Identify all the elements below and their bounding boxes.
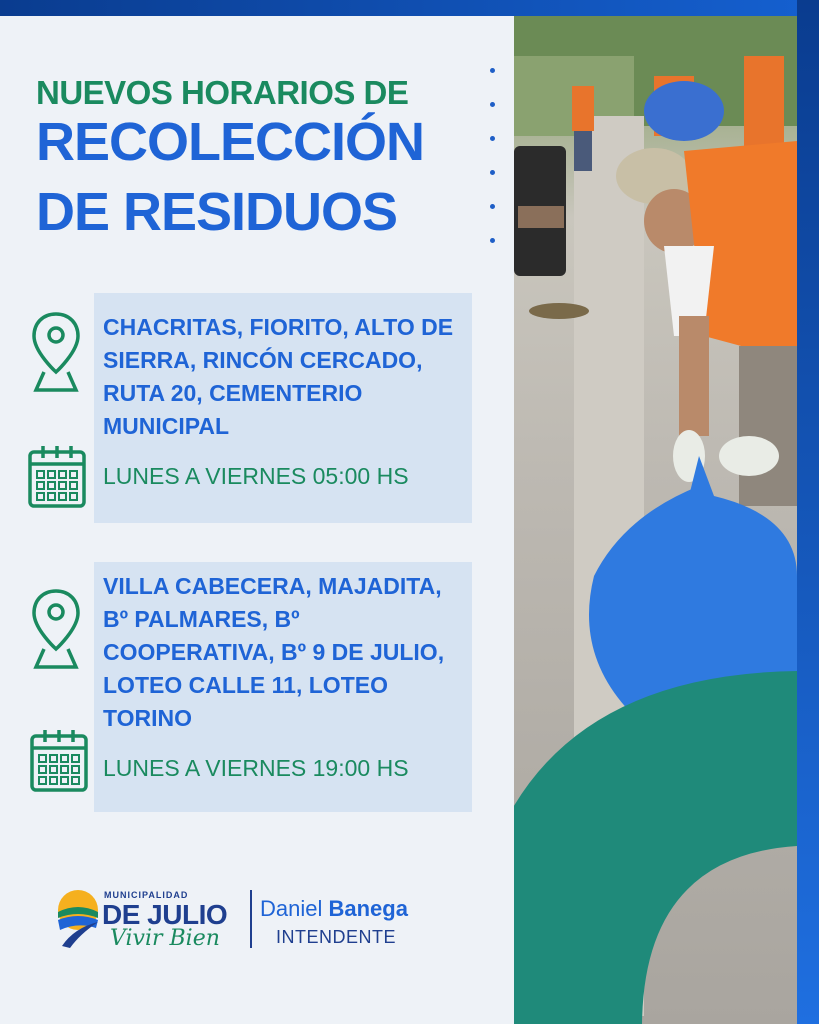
workers-photo: [514, 16, 797, 1024]
logo-main-text: DE JULIO: [102, 899, 228, 930]
municipality-logo: [56, 886, 246, 956]
schedule-card-1: [94, 293, 472, 523]
mayor-last-name: Banega: [328, 896, 408, 921]
title-line-2: RECOLECCIÓN: [36, 112, 425, 172]
location-pin-icon: [30, 310, 82, 399]
calendar-icon: [29, 728, 89, 799]
schedule-areas-1: CHACRITAS, FIORITO, ALTO DE SIERRA, RINCÓN CERCADO, RUTA 20, CEMENTERIO MUNICIPAL: [103, 314, 454, 439]
decorative-dots: [490, 68, 498, 272]
schedule-areas-2: VILLA CABECERA, MAJADITA, Bº PALMARES, Bº COOPERATIVA, Bº 9 DE JULIO, LOTEO CALLE 11, LOTEO TORINO: [103, 573, 445, 731]
title-line-1: NUEVOS HORARIOS DE: [36, 74, 409, 111]
sun-emblem-icon: [56, 888, 100, 950]
footer-divider: [250, 890, 252, 948]
location-pin-icon: [30, 587, 82, 676]
mayor-name: [260, 896, 408, 922]
logo-slogan: Vivir Bien: [110, 926, 220, 951]
title-line-3: DE RESIDUOS: [36, 182, 398, 242]
right-border: [797, 0, 819, 1024]
logo-top-text: MUNICIPALIDAD: [104, 890, 189, 900]
calendar-icon: [27, 444, 87, 515]
top-border: [0, 0, 819, 16]
photo-illustration: [514, 16, 797, 1024]
mayor-first-name: Daniel: [260, 896, 323, 921]
mayor-role: INTENDENTE: [276, 927, 397, 947]
schedule-time-2: LUNES A VIERNES 19:00 HS: [103, 755, 409, 781]
schedule-time-1: LUNES A VIERNES 05:00 HS: [103, 463, 409, 489]
schedule-card-2: [94, 562, 472, 812]
